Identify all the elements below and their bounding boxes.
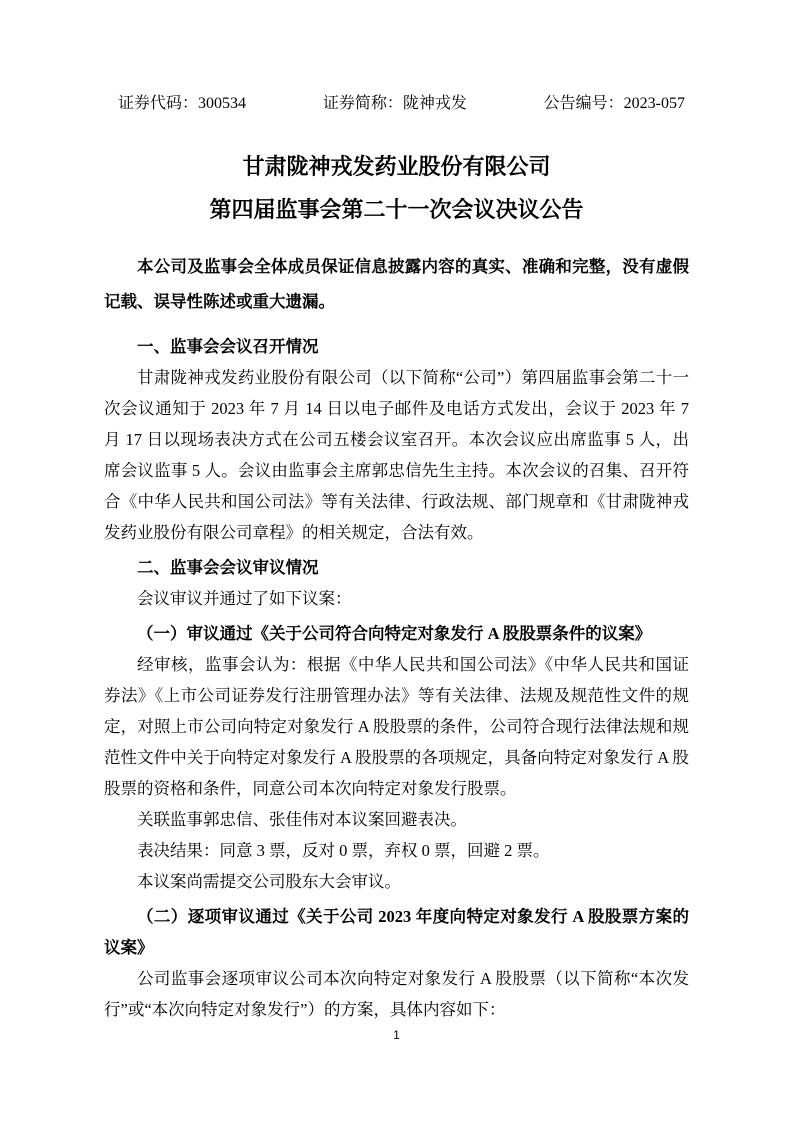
item-1-paragraph-2: 关联监事郭忠信、张佳伟对本议案回避表决。 [137, 810, 467, 829]
announcement-number: 公告编号：2023-057 [543, 95, 685, 112]
item-1-paragraph-1: 经审核，监事会认为：根据《中华人民共和国公司法》《中华人民共和国证券法》《上市公司证券发行注册管理办法》等有关法律、法规及规范性文件的规定，对照上市公司向特定对象发行 A 股股票的条件，公司符合现行法律法规和规范性文件中关于向特定对象发行 A 股股票的各项规定，具备向特定对象发行 A 股股票的资格和条件，同意公司本次向特定对象发行股票。 [104, 655, 689, 798]
section-1-paragraph: 甘肃陇神戎发药业股份有限公司（以下简称“公司”）第四届监事会第二十一次会议通知于 2023 年 7 月 14 日以电子邮件及电话方式发出，会议于 2023 年 7 月 17 日以现场表决方式在公司五楼会议室召开。本次会议应出席监事 5 人，出席会议监事 5 人。会议由监事会主席郭忠信先生主持。本次会议的召集、召开符合《中华人民共和国公司法》等有关法律、行政法规、部门规章和《甘肃陇神戎发药业股份有限公司章程》的相关规定，合法有效。 [104, 368, 689, 542]
stock-code: 证券代码：300534 [118, 95, 247, 112]
section-1-heading: 一、监事会会议召开情况 [137, 337, 319, 356]
meeting-title: 第四届监事会第二十一次会议决议公告 [209, 197, 584, 222]
section-2-intro: 会议审议并通过了如下议案： [137, 589, 352, 608]
page-number: 1 [393, 1028, 400, 1042]
company-name-title: 甘肃陇神戎发药业股份有限公司 [242, 154, 551, 179]
item-1-paragraph-3: 表决结果：同意 3 票，反对 0 票，弃权 0 票，回避 2 票。 [137, 841, 550, 860]
item-1-heading: （一）审议通过《关于公司符合向特定对象发行 A 股股票条件的议案》 [137, 624, 652, 643]
item-2-paragraph-1: 公司监事会逐项审议公司本次向特定对象发行 A 股股票（以下简称“本次发行”或“本次向特定对象发行”）的方案，具体内容如下： [104, 969, 689, 1019]
title-block [104, 145, 689, 231]
item-2-heading: （二）逐项审议通过《关于公司 2023 年度向特定对象发行 A 股股票方案的议案》 [104, 907, 689, 957]
disclosure-statement: 本公司及监事会全体成员保证信息披露内容的真实、准确和完整，没有虚假记载、误导性陈述或重大遗漏。 [104, 257, 689, 311]
stock-abbr: 证券简称：陇神戎发 [322, 95, 467, 112]
item-1-paragraph-4: 本议案尚需提交公司股东大会审议。 [137, 872, 401, 891]
document-body [104, 331, 689, 1025]
document-header [104, 90, 689, 113]
section-2-heading: 二、监事会会议审议情况 [137, 558, 319, 577]
